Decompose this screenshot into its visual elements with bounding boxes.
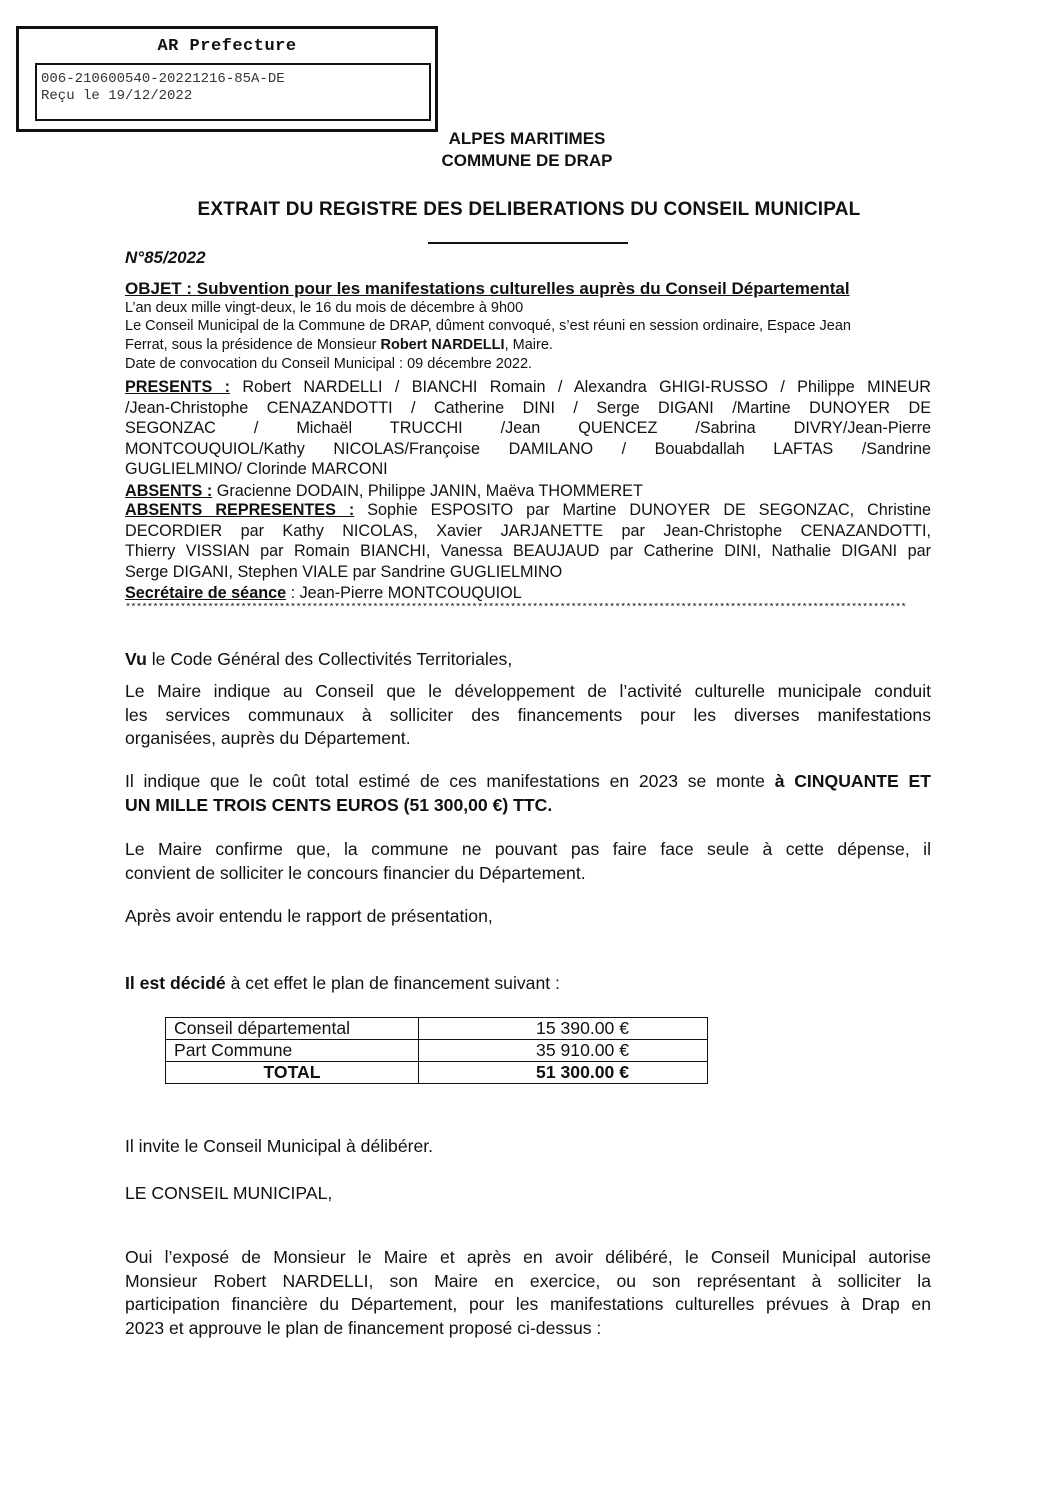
table-row: [166, 1040, 708, 1062]
absents-label: ABSENTS :: [125, 482, 213, 500]
absents-list: Gracienne DODAIN, Philippe JANIN, Maëva THOMMERET: [216, 482, 643, 500]
objet-label: OBJET :: [125, 279, 193, 298]
paragraph-activity: Le Maire indique au Conseil que le développement de l’activité culturelle municipale conduit les services communaux à solliciter des financements pour les diverses manifestations organisées, auprès du Département.: [125, 681, 931, 748]
paragraph-confirm: Le Maire confirme que, la commune ne pouvant pas faire face seule à cette dépense, il convient de solliciter le concours financier du Département.: [125, 839, 931, 883]
vu-paragraph: Vu le Code Général des Collectivités Territoriales,: [125, 649, 513, 669]
deliberation-number: N°85/2022: [125, 248, 206, 267]
represented-label: ABSENTS REPRESENTES :: [125, 501, 355, 519]
financing-total-amount: 51 300.00 €: [419, 1062, 708, 1084]
financing-amount: 35 910.00 €: [419, 1040, 708, 1062]
objet-line: [125, 279, 850, 299]
presents-line: SEGONZAC / Michaël TRUCCHI /Jean QUENCEZ /Sabrina DIVRY/Jean-Pierre: [125, 419, 931, 437]
represented-block: [125, 500, 931, 582]
title-divider: [428, 242, 628, 244]
paragraph-report: Après avoir entendu le rapport de présentation,: [125, 906, 493, 926]
represented-line: Serge DIGANI, Stephen VIALE par Sandrine GUGLIELMINO: [125, 562, 563, 581]
financing-label: Part Commune: [166, 1040, 419, 1062]
stamp-title: AR Prefecture: [157, 37, 297, 56]
secretary-line: [125, 583, 931, 604]
presents-line: GUGLIELMINO/ Clorinde MARCONI: [125, 460, 388, 478]
stamp-received-date: Reçu le 19/12/2022: [41, 88, 193, 104]
objet-text: Subvention pour les manifestations culturelles auprès du Conseil Départemental: [196, 279, 850, 298]
prefecture-stamp: [16, 26, 438, 132]
represented-line: DECORDIER par Kathy NICOLAS, Xavier JARJANETTE par Jean-Christophe CENAZANDOTTI,: [125, 521, 931, 540]
paragraph-authorisation: Oui l’exposé de Monsieur le Maire et après en avoir délibéré, le Conseil Municipal autorise Monsieur Robert NARDELLI, son Maire en exercice, ou son représentant à solliciter la participation financière du Département, pour les manifestations culturelles prévues à Drap en 2023 et approuve le plan de financement proposé ci-dessus :: [125, 1247, 931, 1338]
presents-label: PRESENTS :: [125, 378, 231, 396]
stamp-reference-box: [35, 63, 431, 121]
paragraph-invite: Il invite le Conseil Municipal à délibérer.: [125, 1136, 434, 1156]
convened-line-2: Ferrat, sous la présidence de Monsieur Robert NARDELLI, Maire.: [125, 337, 553, 353]
presents-line: /Jean-Christophe CENAZANDOTTI / Catherine DINI / Serge DIGANI /Martine DUNOYER DE: [125, 398, 931, 417]
paragraph-cost: Il indique que le coût total estimé de ces manifestations en 2023 se monte à CINQUANTE ET UN MILLE TROIS CENTS EUROS (51 300,00 €) TTC.: [125, 771, 932, 815]
table-total-row: [166, 1062, 708, 1084]
presents-line: MONTCOUQUIOL/Kathy NICOLAS/Françoise DAMILANO / Bouabdallah LAFTAS /Sandrine: [125, 439, 931, 458]
table-row: [166, 1018, 708, 1040]
session-date: L’an deux mille vingt-deux, le 16 du mois de décembre à 9h00: [125, 300, 524, 316]
financing-table: [165, 1017, 708, 1084]
represented-line: ABSENTS REPRESENTES : Sophie ESPOSITO par Martine DUNOYER DE SEGONZAC, Christine: [125, 501, 931, 519]
presents-line: PRESENTS : Robert NARDELLI / BIANCHI Romain / Alexandra GHIGI-RUSSO / Philippe MINEUR: [125, 378, 931, 396]
paragraph-decision: Il est décidé à cet effet le plan de financement suivant :: [125, 973, 560, 993]
secretary-name: : Jean-Pierre MONTCOUQUIOL: [290, 584, 522, 602]
document-title: EXTRAIT DU REGISTRE DES DELIBERATIONS DU CONSEIL MUNICIPAL: [197, 199, 861, 220]
convocation-date: Date de convocation du Conseil Municipal : 09 décembre 2022.: [125, 356, 533, 372]
department-heading: ALPES MARITIMES: [448, 129, 606, 148]
presents-block: [125, 377, 931, 480]
president-name: Robert NARDELLI: [380, 337, 505, 353]
financing-label: Conseil départemental: [166, 1018, 419, 1040]
secretary-label: Secrétaire de séance: [125, 584, 287, 602]
represented-line: Thierry VISSIAN par Romain BIANCHI, Vanessa BEAUJAUD par Catherine DINI, Nathalie DIGANI par: [125, 542, 931, 560]
financing-amount: 15 390.00 €: [419, 1018, 708, 1040]
commune-heading: COMMUNE DE DRAP: [441, 151, 613, 170]
absents-line: [125, 481, 931, 502]
convened-line-1: Le Conseil Municipal de la Commune de DRAP, dûment convoqué, s’est réuni en session ordinaire, Espace Jean: [125, 318, 851, 334]
council-heading: LE CONSEIL MUNICIPAL,: [125, 1183, 333, 1203]
separator-stars: **********************************************************************************************************************************************: [125, 603, 907, 614]
financing-total-label: TOTAL: [166, 1062, 419, 1084]
stamp-reference: 006-210600540-20221216-85A-DE: [41, 71, 285, 87]
